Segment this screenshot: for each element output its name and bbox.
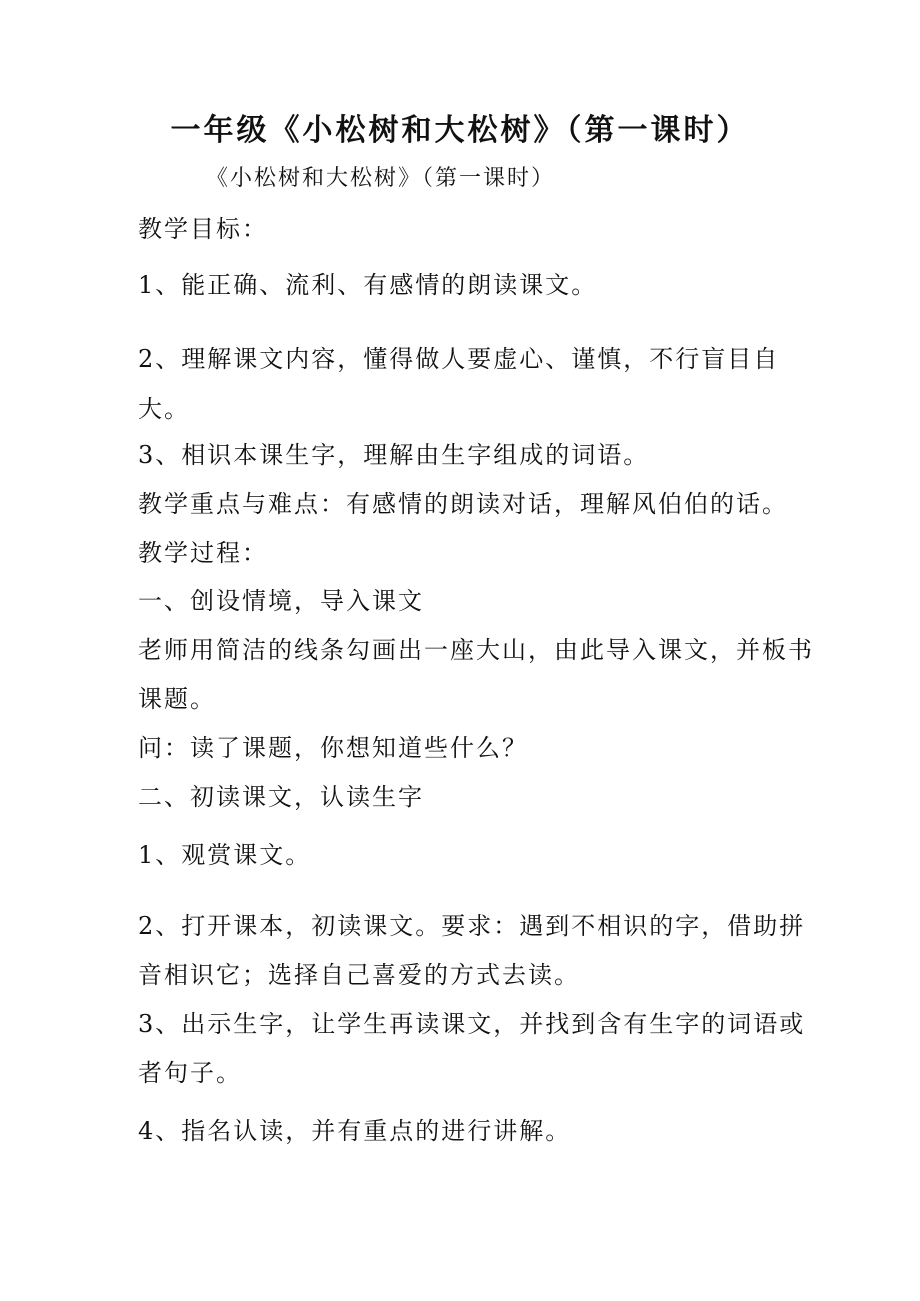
section-heading-process: 教学过程： bbox=[138, 539, 268, 567]
step-2-item-2-continued: 音相识它；选择自己喜爱的方式去读。 bbox=[138, 961, 580, 989]
objective-item-1: 1、能正确、流利、有感情的朗读课文。 bbox=[138, 271, 598, 299]
step-2-item-1: 1、观赏课文。 bbox=[138, 841, 312, 869]
objective-item-2: 2、理解课文内容，懂得做人要虚心、谨慎，不行盲目自 bbox=[138, 345, 780, 373]
step-2-item-2: 2、打开课本，初读课文。要求：遇到不相识的字，借助拼 bbox=[138, 912, 806, 940]
step-1-paragraph-continued: 课题。 bbox=[138, 685, 216, 713]
objective-item-3: 3、相识本课生字，理解由生字组成的词语。 bbox=[138, 441, 650, 469]
step-2-item-3-continued: 者句子。 bbox=[138, 1059, 242, 1087]
step-1-question: 问：读了课题，你想知道些什么？ bbox=[138, 734, 528, 762]
step-heading-1: 一、创设情境，导入课文 bbox=[138, 587, 424, 615]
step-2-item-3: 3、出示生字，让学生再读课文，并找到含有生字的词语或 bbox=[138, 1010, 806, 1038]
step-2-item-4: 4、指名认读，并有重点的进行讲解。 bbox=[138, 1117, 572, 1145]
step-1-paragraph: 老师用简洁的线条勾画出一座大山，由此导入课文，并板书 bbox=[138, 636, 814, 664]
objective-item-2-continued: 大。 bbox=[138, 395, 190, 423]
document-subtitle: 《小松树和大松树》（第一课时） bbox=[206, 166, 556, 191]
document-title: 一年级《小松树和大松树》（第一课时） bbox=[170, 113, 750, 148]
section-heading-objectives: 教学目标： bbox=[138, 215, 268, 243]
key-points-line: 教学重点与难点：有感情的朗读对话，理解风伯伯的话。 bbox=[138, 490, 788, 518]
step-heading-2: 二、初读课文，认读生字 bbox=[138, 783, 424, 811]
